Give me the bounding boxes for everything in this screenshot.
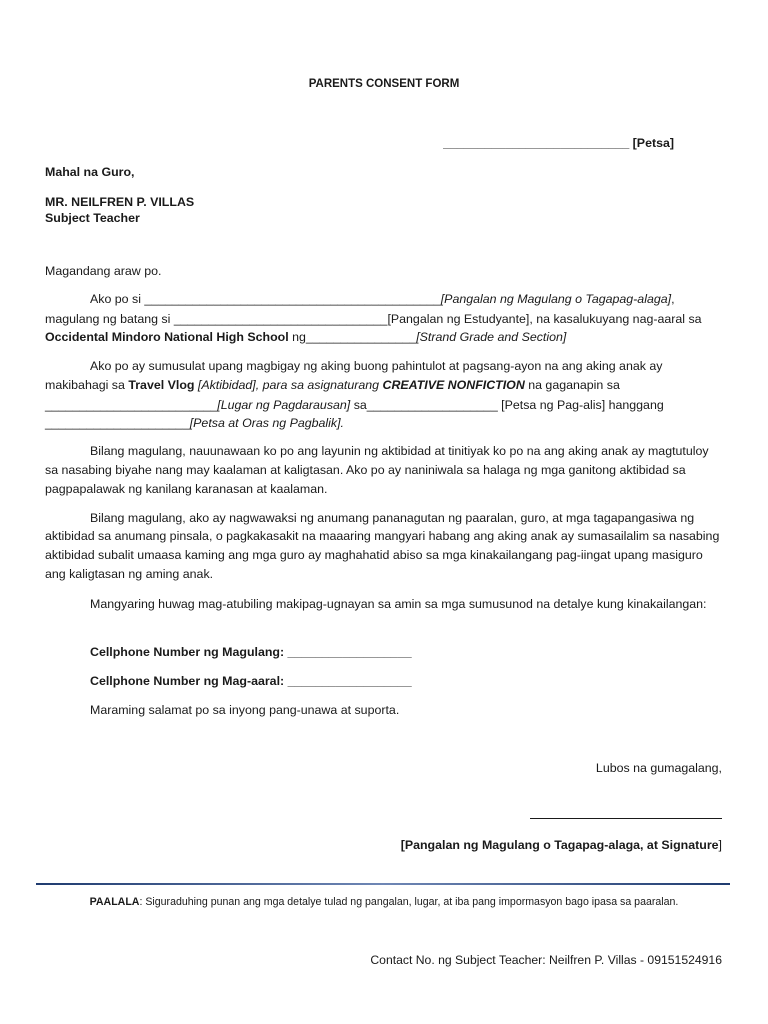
paragraph-1-line-2: magulang ng batang si _______________________________[Pangalan ng Estudyante], na kasalukuyang nag-aaral sa	[45, 312, 702, 326]
reminder-text: : Siguraduhing punan ang mga detalye tulad ng pangalan, lugar, at iba pang impormasyon bago ipasa sa paaralan.	[139, 896, 679, 908]
return-blank: _____________________	[45, 416, 190, 430]
parent-name-hint: [Pangalan ng Magulang o Tagapag-alaga]	[440, 292, 672, 306]
section-hint: [Strand Grade and Section]	[416, 330, 567, 344]
signature-caption-text: [Pangalan ng Magulang o Tagapag-alaga, at Signature	[400, 838, 719, 852]
paragraph-3-line-2: sa nasabing biyahe nang may kaalaman at kaligtasan. Ako po ay naniniwala sa halaga ng mga ganitong aktibidad sa	[45, 463, 686, 477]
teacher-contact: Contact No. ng Subject Teacher: Neilfren P. Villas - 09151524916	[370, 953, 722, 967]
thanks-line: Maraming salamat po sa inyong pang-unawa at suporta.	[90, 703, 400, 717]
text-segment: na gaganapin sa	[524, 378, 620, 392]
paragraph-4-line-4: ang kaligtasan ng aming anak.	[45, 567, 214, 581]
reminder-label: PAALALA	[89, 896, 140, 908]
paragraph-2-line-4	[45, 415, 723, 431]
section-blank: ng________________	[288, 330, 417, 344]
paragraph-2-line-3	[45, 397, 723, 413]
signature-caption-bracket: ]	[718, 838, 722, 852]
school-name: Occidental Mindoro National High School	[45, 330, 289, 344]
text-segment: [Aktibidad], para sa asignaturang	[194, 378, 383, 392]
paragraph-2-line-1: Ako po ay sumusulat upang magbigay ng aking buong pahintulot at pagsang-ayon na ang aking anak ay	[90, 359, 663, 373]
greeting: Magandang araw po.	[45, 264, 162, 278]
signature-line	[530, 818, 722, 819]
venue-hint: [Lugar ng Pagdarausan]	[217, 398, 351, 412]
paragraph-1-line-3	[45, 329, 723, 345]
paragraph-1-line-1	[45, 291, 723, 307]
date-line: ___________________________ [Petsa]	[443, 136, 674, 150]
paragraph-3-line-3: pagpapalawak ng kanilang karanasan at kaalaman.	[45, 482, 328, 496]
student-phone-field: Cellphone Number ng Mag-aaral: __________________	[90, 674, 412, 688]
activity-name: Travel Vlog	[128, 378, 195, 392]
parent-phone-field: Cellphone Number ng Magulang: __________________	[90, 645, 412, 659]
footer-divider	[36, 883, 730, 885]
venue-blank: _________________________	[45, 398, 218, 412]
departure-blank: sa___________________ [Petsa ng Pag-alis] hanggang	[350, 398, 664, 412]
paragraph-4-line-2: aktibidad sa anumang pinsala, o pagkakasakit na maaaring mangyari habang ang aking anak ay sumasailalim sa nasabing	[45, 529, 720, 543]
return-hint: [Petsa at Oras ng Pagbalik].	[189, 416, 344, 430]
recipient-name: MR. NEILFREN P. VILLAS	[45, 195, 195, 209]
closing-line: Lubos na gumagalang,	[595, 761, 722, 775]
comma: ,	[671, 292, 675, 306]
parent-name-blank: Ako po si ___________________________________________	[90, 292, 441, 306]
subject-name: CREATIVE NONFICTION	[382, 378, 525, 392]
recipient-position: Subject Teacher	[45, 211, 140, 225]
paragraph-2-line-2	[45, 377, 723, 393]
paragraph-4-line-3: aktibidad subalit umaasa kaming ang mga guro ay maghahatid abiso sa mga kinakailangang pag-iingat upang masiguro	[45, 548, 703, 562]
paragraph-3-line-1: Bilang magulang, nauunawaan ko po ang layunin ng aktibidad at tinitiyak ko po na ang aking anak ay magtutuloy	[90, 444, 709, 458]
reminder-note	[0, 895, 768, 909]
form-title: PARENTS CONSENT FORM	[308, 78, 460, 90]
salutation: Mahal na Guro,	[45, 165, 135, 179]
paragraph-5: Mangyaring huwag mag-atubiling makipag-ugnayan sa amin sa mga sumusunod na detalye kung kinakailangan:	[90, 597, 707, 611]
text-segment: makibahagi sa	[45, 378, 129, 392]
paragraph-4-line-1: Bilang magulang, ako ay nagwawaksi ng anumang pananagutan ng paaralan, guro, at mga tagapangasiwa ng	[90, 511, 695, 525]
signature-caption	[401, 837, 722, 853]
